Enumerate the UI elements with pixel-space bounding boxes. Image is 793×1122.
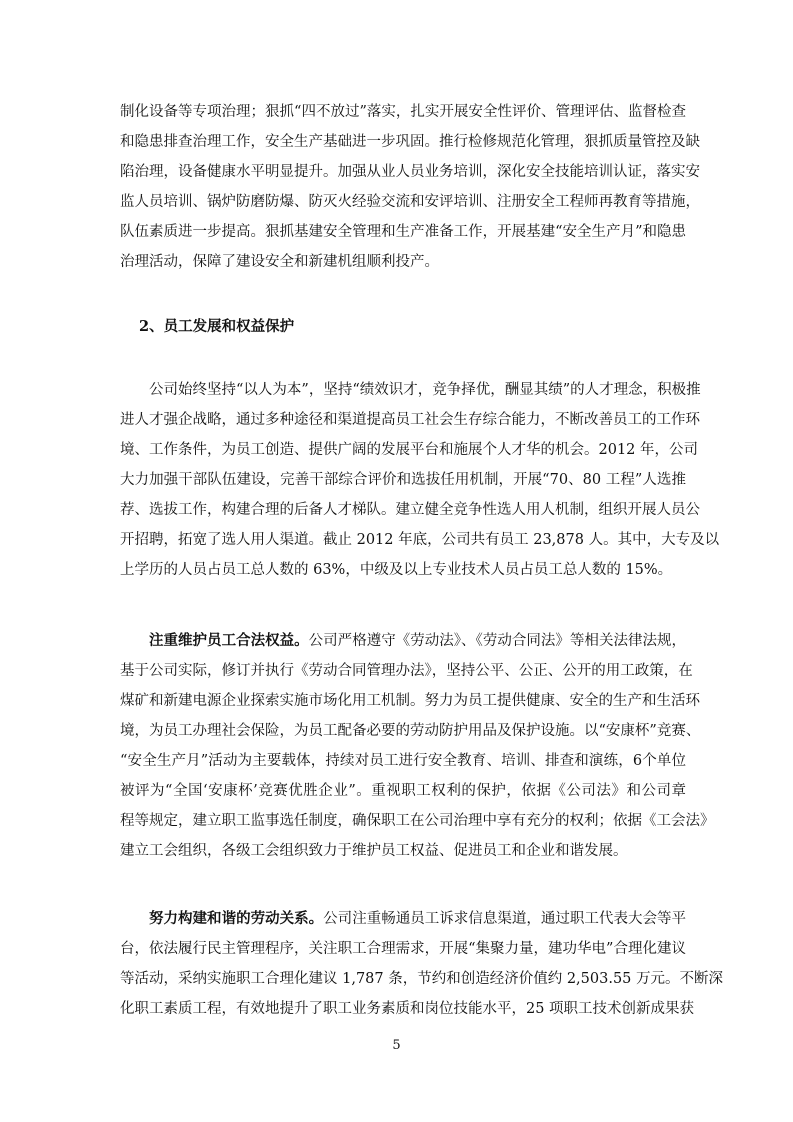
text-line: 基于公司实际，修订并执行《劳动合同管理办法》，坚持公平、公正、公开的用工政策，在	[120, 663, 693, 679]
text-line: 开招聘，拓宽了选人用人渠道。截止 2012 年底，公司共有员工 23,878 人。其中，大专及以	[120, 532, 720, 548]
text-line: 程等规定，建立职工监事选任制度，确保职工在公司治理中享有充分的权利；依据《工会法》	[120, 813, 715, 829]
text-line: 境，为员工办理社会保险，为员工配备必要的劳动防护用品及保护设施。以“安康杯”竞赛、	[120, 723, 701, 739]
text-line: 进人才强企战略，通过多种途径和渠道提高员工社会生存综合能力，不断改善员工的工作环	[120, 412, 700, 428]
text-line: 大力加强干部队伍建设，完善干部综合评价和选拔任用机制，开展“70、80 工程”人选推	[120, 472, 686, 488]
text-line: 化职工素质工程，有效地提升了职工业务素质和岗位技能水平，25 项职工技术创新成果获	[120, 1001, 695, 1017]
paragraph-lead: 努力构建和谐的劳动关系。	[149, 910, 324, 927]
text-line: 台，依法履行民主管理程序，关注职工合理需求，开展“集聚力量，建功华电”合理化建议	[120, 941, 686, 957]
text-line: 建立工会组织，各级工会组织致力于维护员工权益、促进员工和企业和谐发展。	[120, 843, 628, 859]
text-line: 队伍素质进一步提高。狠抓基建安全管理和生产准备工作，开展基建“安全生产月”和隐患	[120, 224, 686, 240]
section-heading: 2、员工发展和权益保护	[139, 318, 295, 335]
text-line: 和隐患排查治理工作，安全生产基础进一步巩固。推行检修规范化管理，狠抓质量管控及缺	[120, 134, 700, 150]
paragraph-employee-rights	[120, 626, 715, 866]
text-line: 等活动，采纳实施职工合理化建议 1,787 条，节约和创造经济价值约 2,503.55 万元。不断深	[120, 971, 724, 987]
text-run: 公司注重畅通员工诉求信息渠道，通过职工代表大会等平	[323, 911, 687, 927]
text-line	[120, 626, 686, 656]
text-line: “安全生产月”活动为主要载体，持续对员工进行安全教育、培训、排查和演练，6个单位	[120, 753, 686, 769]
text-line: 陷治理，设备健康水平明显提升。加强从业人员业务培训，深化安全技能培训认证，落实安	[120, 164, 700, 180]
text-line: 治理活动，保障了建设安全和新建机组顺利投产。	[120, 254, 439, 270]
page-number: 5	[392, 1038, 401, 1053]
paragraph-lead: 注重维护员工合法权益。	[149, 632, 309, 649]
text-line: 监人员培训、锅炉防磨防爆、防灭火经验交流和安评培训、注册安全工程师再教育等措施，	[120, 194, 700, 210]
text-line: 被评为“全国‘安康杯’竞赛优胜企业”。重视职工权利的保护，依据《公司法》和公司章	[120, 783, 686, 799]
paragraph-safety-management	[120, 97, 700, 277]
paragraph-labor-relations	[120, 904, 724, 1024]
paragraph-talent-strategy	[120, 375, 720, 585]
text-line: 荐、选拔工作，构建合理的后备人才梯队。建立健全竞争性选人用人机制，组织开展人员公	[120, 502, 700, 518]
text-line: 公司始终坚持“以人为本”，坚持“绩效识才，竞争择优，酬显其绩”的人才理念，积极推	[149, 382, 701, 398]
text-line: 上学历的人员占员工总人数的 63%，中级及以上专业技术人员占员工总人数的 15%。	[120, 562, 673, 578]
text-line: 制化设备等专项治理；狠抓“四不放过”落实，扎实开展安全性评价、管理评估、监督检查	[120, 104, 686, 120]
text-line: 煤矿和新建电源企业探索实施市场化用工机制。努力为员工提供健康、安全的生产和生活环	[120, 693, 700, 709]
text-line: 境、工作条件，为员工创造、提供广阔的发展平台和施展个人才华的机会。2012 年，公司	[120, 442, 699, 458]
text-line	[120, 904, 686, 934]
text-run: 公司严格遵守《劳动法》、《劳动合同法》等相关法律法规，	[308, 633, 687, 649]
